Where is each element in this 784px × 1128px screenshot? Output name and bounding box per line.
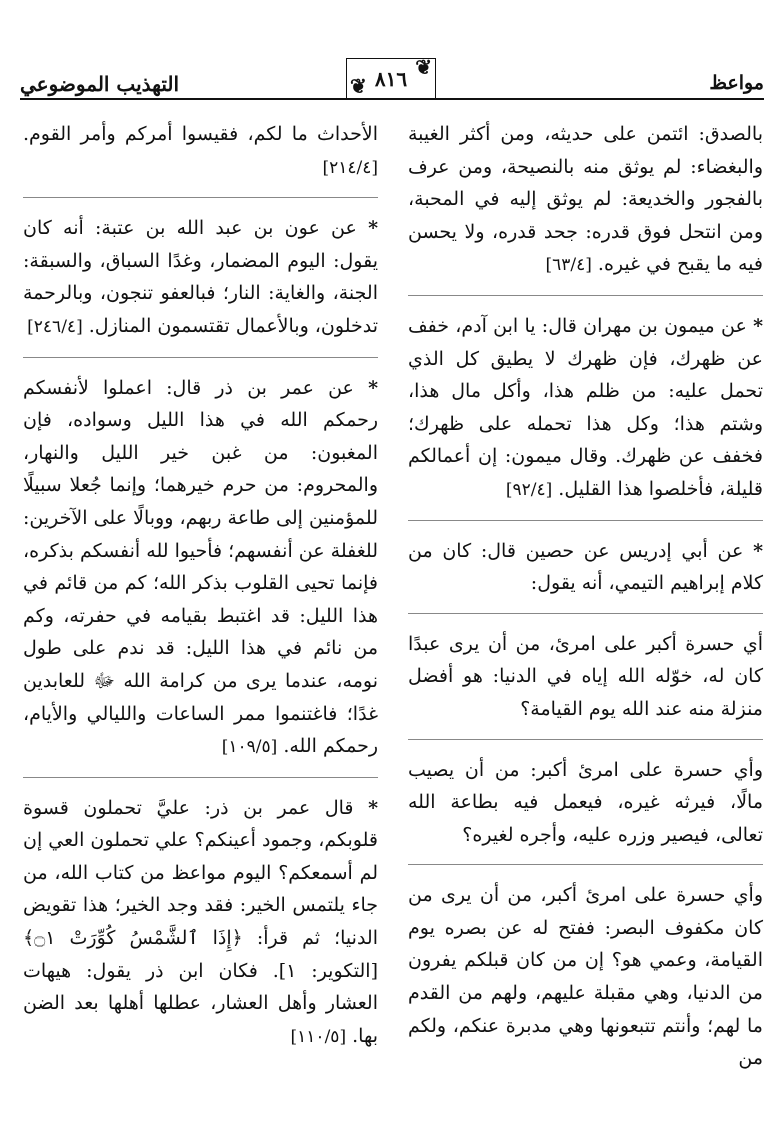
paragraph: بالصدق: ائتمن على حديثه، ومن أكثر الغيبة والبغضاء: لم يوثق منه بالنصيحة، ومن عرف بالفجور والخديعة: لم يوثق إليه في المحبة، ومن انتحل فوق قدره: جحد قدره، ولا يحسن فيه ما يقبح في غيره. [٦٣/٤] [408, 123, 763, 276]
citation-ref: [٢١٤/٤] [322, 157, 378, 178]
right-column [408, 118, 763, 1075]
divider [408, 739, 763, 740]
ornament-icon: ❦ [415, 55, 432, 79]
paragraph: الأحداث ما لكم، فقيسوا أمركم وأمر القوم. [٢١٤/٤] [23, 123, 378, 178]
divider [408, 520, 763, 521]
header-divider [20, 98, 764, 100]
star-icon: * [368, 217, 379, 240]
ornament-icon: ❦ [350, 74, 367, 98]
divider [23, 777, 378, 778]
page-number-frame [346, 55, 436, 99]
page-number: ٨١٦ [374, 67, 408, 91]
paragraph: * عن عون بن عبد الله بن عتبة: أنه كان يقول: اليوم المضمار، وغدًا السباق، والسبقة: الجنة، والغاية: النار؛ فبالعفو تنجون، وبالرحمة تدخلون، وبالأعمال تقتسمون المنازل. [٢٤٦/٤] [23, 217, 379, 337]
citation-ref: [٦٣/٤] [545, 255, 592, 276]
left-column [23, 118, 378, 1053]
paragraph: وأي حسرة على امرئ أكبر، من أن يرى من كان مكفوف البصر: ففتح له عن بصره يوم القيامة، وعمي هو؟ إن من كان قبلكم يفرون من الدنيا، وهي مقبلة عليهم، ولهم من القدم ما لهم؛ وأنتم تتبعونها وهي مدبرة عنكم، ولكم من [408, 884, 763, 1070]
citation-ref: [١١٠/٥] [290, 1026, 347, 1047]
paragraph: * قال عمر بن ذر: عليَّ تحملون قسوة قلوبكم، وجمود أعينكم؟ علي تحملون العي إن لم أسمعكم؟ اليوم مواعظ من كتاب الله، من جاء يلتمس الخير: فقد وجد الخير؛ هذا تقويض الدنيا؛ ثم قرأ: ﴿إِذَا ٱلشَّمْسُ كُوِّرَتْ ۝١﴾ [التكوير: ١]. فكان ابن ذر يقول: هيهات العشار وأهل العشار، عطلها أهلها بعد الضن بها. [١١٠/٥] [23, 796, 378, 1047]
paragraph: * عن ميمون بن مهران قال: يا ابن آدم، خفف عن ظهرك، فإن ظهرك لا يطيق كل الذي تحمل عليه: من ظلم هذا، وأكل مال هذا، وشتم هذا؛ وكل هذا تحمله على ظهرك؛ فخفف عن ظهرك. وقال ميمون: إن أعمالكم قليلة، فأخلصوا هذا القليل. [٩٢/٤] [408, 314, 763, 500]
paragraph: أي حسرة أكبر على امرئ، من أن يرى عبدًا كان له، خوّله الله إياه في الدنيا: هو أفضل منزلة منه عند الله يوم القيامة؟ [408, 632, 763, 720]
star-icon: * [368, 376, 378, 399]
citation-ref: [٢٤٦/٤] [27, 316, 83, 337]
divider [408, 295, 763, 296]
star-icon: * [753, 314, 763, 337]
paragraph: * عن عمر بن ذر قال: اعملوا لأنفسكم رحمكم الله في هذا الليل وسواده، فإن المغبون: من غبن خير الليل والنهار، والمحروم: من حرم خيرهما؛ وإنما جُعلا سبيلًا للمؤمنين إلى طاعة ربهم، ووبالًا على الآخرين: للغفلة عن أنفسهم؛ فأحيوا لله أنفسكم بذكره، فإنما تحيى القلوب بذكر الله؛ كم من قائم في هذا الليل: قد اغتبط بقيامه في حفرته، وكم من نائم في هذا الليل: قد ندم على طول نومه، عندما يرى من كرامة الله ﷻ للعابدين غدًا؛ فاغتنموا ممر الساعات والليالي والأيام، رحمكم الله. [١٠٩/٥] [23, 376, 378, 758]
star-icon: * [753, 539, 763, 562]
divider [23, 197, 378, 198]
page-header [20, 55, 764, 102]
divider [408, 613, 763, 614]
star-icon: * [368, 796, 378, 819]
book-title: التهذيب الموضوعي [20, 72, 180, 96]
citation-ref: [٩٢/٤] [505, 479, 553, 500]
divider [408, 864, 763, 865]
citation-ref: [١٠٩/٥] [221, 737, 278, 758]
paragraph: وأي حسرة على امرئ أكبر: من أن يصيب مالًا، فيرثه غيره، فيعمل فيه بطاعة الله تعالى، فيصير وزره عليه، وأجره لغيره؟ [408, 758, 763, 846]
chapter-title: مواعظ [709, 72, 764, 94]
paragraph: * عن أبي إدريس عن حصين قال: كان من كلام إبراهيم التيمي، أنه يقول: [408, 539, 763, 595]
divider [23, 357, 378, 358]
